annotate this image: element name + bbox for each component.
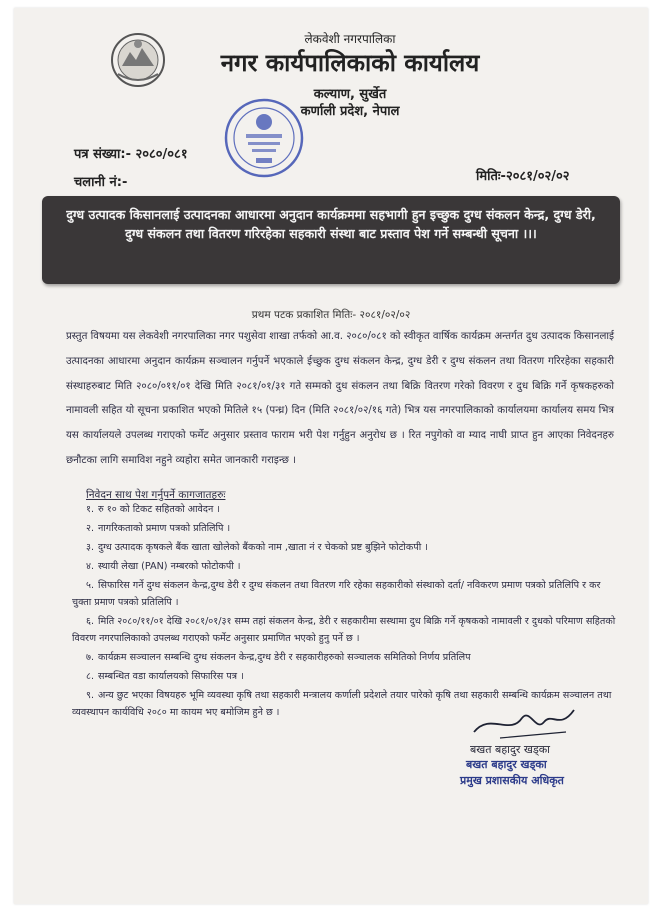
nepal-emblem-icon: [108, 30, 168, 90]
notice-banner: दुग्ध उत्पादक किसानलाई उत्पादनका आधारमा अनुदान कार्यक्रममा सहभागी हुन इच्छुक दुग्ध संकलन केन्द्र, दुग्ध डेरी, दुग्ध संकलन तथा वितरण गरिरहेका सहकारी संस्था बाट प्रस्ताव पेश गर्ने सम्बन्धी सूचना ।।।: [42, 196, 620, 284]
dispatch-number: चलानी नं:-: [74, 175, 128, 190]
signatory-handwritten-name: बखत बहादुर खड्का: [470, 743, 551, 756]
list-item: ५. सिफारिस गर्ने दुग्ध संकलन केन्द्र,दुग्ध डेरी र दुग्ध संकलन तथा वितरण गरि रहेका सहकारीको संस्थाको दर्ता/ नविकरण प्रमाण पत्रको प्रतिलिपि र कर चुक्ता प्रमाण पत्रको प्रतिलिपि ।: [72, 580, 601, 608]
list-item: ७. कार्यक्रम सञ्चालन सम्बन्धि दुग्ध संकलन केन्द्र,दुग्ध डेरी र सहकारीहरुको सञ्चालक समितिको निर्णय प्रतिलिप: [85, 652, 471, 663]
letter-date: मितिः-२०८१/०२/०२: [476, 169, 570, 184]
list-item: ६. मिति २०८०/११/०१ देखि २०८१/०१/३१ सम्म तहां संकलन केन्द्र, डेरी र सहकारीमा सस्थामा दुध बिक्रि गर्ने कृषकको नामावली र दुधको परिमाण सहितको विवरण नगरपालिकाको उपलब्ध गराएको फर्मेट अनुसार प्रमाणित भएको हुनु पर्ने छ ।: [72, 616, 616, 644]
signature-icon: [470, 702, 580, 742]
documents-title: निवेदन साथ पेश गर्नुपर्ने कागजातहरुः: [86, 489, 226, 501]
letter-number: पत्र संख्या:- २०८०/०८१: [74, 147, 188, 162]
document-page: [14, 8, 648, 904]
notice-body: प्रस्तुत विषयमा यस लेकवेशी नगरपालिका नगर पशुसेवा शाखा तर्फको आ.व. २०८०/०८१ को स्वीकृत वार्षिक कार्यक्रम अन्तर्गत दुध उत्पादक किसानलाई उत्पादनका आधारमा अनुदान कार्यक्रम सञ्चालन गर्नुपर्ने भएकाले ईच्छुक दुग्ध संकलन केन्द्र, दुग्ध डेरी र दुग्ध संकलन तथा वितरण गरिरहेका सहकारी संस्थाहरुबाट मिति २०८०/०११/०१ देखि मिति २०८१/०१/३१ गते सम्मको दुध संकलन तथा बिक्रि वितरण गरेको विवरण र दुध बिक्रि गर्ने कृषकहरुको नामावली सहित यो सूचना प्रकाशित भएको मितिले १५ (पन्ध्र) दिन (मिति २०८१/०२/१६ गते) भित्र यस नगरपालिकाको कार्यालयमा कार्यालय समय भित्र यस कार्यालयले उपलब्ध गराएको फर्मेट अनुसार प्रस्ताव फाराम भरी पेश गर्नुहुन अनुरोध छ । रित नपुगेको वा म्याद नाघी प्राप्त हुन आएका निवेदनहरु छनौटका लागि समाविश नहुने व्यहोरा समेत जानकारी गराइन्छ ।: [66, 331, 614, 466]
office-title: नगर कार्यपालिकाको कार्यालय: [220, 49, 480, 77]
list-item: २. नागरिकताको प्रमाण पत्रको प्रतिलिपि ।: [85, 523, 231, 534]
list-item: ९. अन्य छुट भएका विषयहरु भूमि व्यवस्था कृषि तथा सहकारी मन्त्रालय कर्णाली प्रदेशले तयार पारेको कृषि तथा सहकारी सम्बन्धि कार्यक्रम सञ्चालन तथा व्यवस्थापन कार्यविधि २०८० मा कायम भए बमोजिम हुने छ ।: [72, 690, 612, 718]
signatory-title: प्रमुख प्रशासकीय अधिकृत: [460, 774, 564, 787]
signatory-stamp-name: बखत बहादुर खड्का: [466, 758, 547, 771]
municipality-name: लेकवेशी नगरपालिका: [304, 32, 396, 46]
list-item: १. रु १० को टिकट सहितको आवेदन ।: [85, 504, 220, 515]
list-item: ८. सम्बन्धित वडा कार्यालयको सिफारिस पत्र ।: [85, 671, 244, 682]
office-province: कर्णाली प्रदेश, नेपाल: [300, 104, 400, 119]
list-item: ३. दुग्ध उत्पादक कृषकले बैंक खाता खोलेको बैंकको नाम ,खाता नं र चेकको प्रष्ट बुझिने फोटोकपी ।: [85, 542, 428, 553]
list-item: ४. स्थायी लेखा (PAN) नम्बरको फोटोकपी ।: [85, 561, 241, 572]
published-date: प्रथम पटक प्रकाशित मितिः- २०८१/०२/०२: [251, 309, 411, 321]
office-stamp-icon: [222, 96, 306, 180]
office-location: कल्याण, सुर्खेत: [313, 87, 387, 102]
